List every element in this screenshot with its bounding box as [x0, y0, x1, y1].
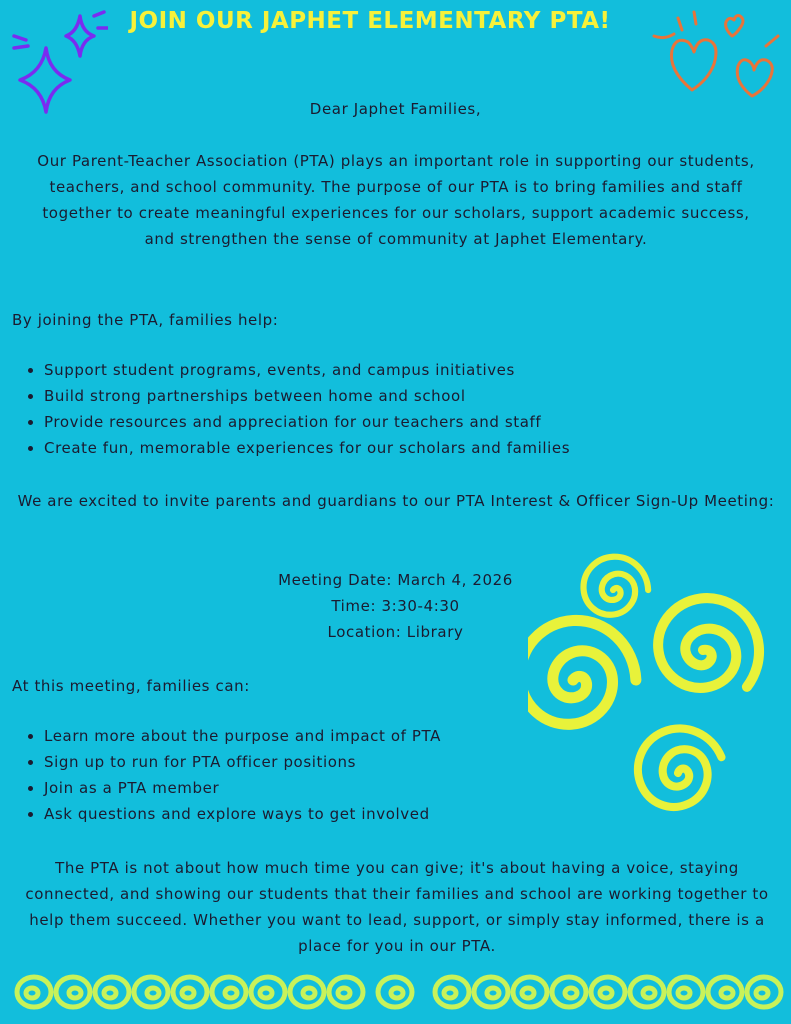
list-item: • Build strong partnerships between home and school: [44, 383, 791, 409]
border-circle: [134, 977, 168, 1007]
list-item: • Learn more about the purpose and impact of PTA: [44, 723, 604, 749]
border-circle-inner: [182, 988, 194, 998]
intro-paragraph: Our Parent-Teacher Association (PTA) plays an important role in supporting our students, teachers, and school community. The purpose of our PTA is to bring families and staff together to create meaningful experiences for our scholars, support academic success, and strengthen the sense of community at Japhet Elementary.: [37, 152, 755, 248]
border-circle: [251, 977, 285, 1007]
border-circle-inner: [600, 988, 612, 998]
greeting: Dear Japhet Families,: [309, 100, 482, 118]
border-circle: [513, 977, 547, 1007]
border-circle-inner: [26, 988, 38, 998]
list-item: • Provide resources and appreciation for our teachers and staff: [44, 409, 791, 435]
border-circle: [17, 977, 51, 1007]
border-circle: [747, 977, 781, 1007]
border-circle: [329, 977, 363, 1007]
border-circle: [173, 977, 207, 1007]
border-circle-inner: [391, 988, 403, 998]
help-heading: By joining the PTA, families help:: [12, 311, 279, 329]
border-circle-inner: [303, 988, 315, 998]
border-circle-inner: [756, 988, 768, 998]
list-item: • Sign up to run for PTA officer positions: [44, 749, 604, 775]
border-circle-inner: [338, 988, 350, 998]
list-item: • Join as a PTA member: [44, 775, 604, 801]
border-circle-inner: [260, 988, 272, 998]
border-circle-inner: [444, 988, 456, 998]
list-item: • Create fun, memorable experiences for our scholars and families: [44, 435, 791, 461]
meeting-time: Time: 3:30-4:30: [331, 597, 460, 615]
border-circle-inner: [643, 988, 655, 998]
border-circle: [378, 977, 412, 1007]
meeting-location: Location: Library: [327, 623, 464, 641]
border-circle: [591, 977, 625, 1007]
border-circle: [708, 977, 742, 1007]
border-circle-inner: [487, 988, 499, 998]
border-circle: [290, 977, 324, 1007]
border-circle: [95, 977, 129, 1007]
border-circle-inner: [522, 988, 534, 998]
border-circle-inner: [678, 988, 690, 998]
border-circle-inner: [721, 988, 733, 998]
closing-paragraph: The PTA is not about how much time you can give; it's about having a voice, staying connected, and showing our students that their families and school are working together to help them succeed. Whether you want to lead, support, or simply stay informed, there is a place for you in our PTA.: [25, 859, 769, 955]
border-circle: [552, 977, 586, 1007]
list-item: • Support student programs, events, and campus initiatives: [44, 357, 791, 383]
border-circle-inner: [104, 988, 116, 998]
border-circle: [435, 977, 469, 1007]
list-item: • Ask questions and explore ways to get involved: [44, 801, 604, 827]
border-circle: [56, 977, 90, 1007]
meeting-list: [0, 723, 604, 827]
border-circle-inner: [225, 988, 237, 998]
meeting-heading: At this meeting, families can:: [12, 677, 250, 695]
border-circle: [474, 977, 508, 1007]
invite-paragraph: We are excited to invite parents and guardians to our PTA Interest & Officer Sign-Up Meeting:: [17, 492, 775, 510]
border-circle-inner: [147, 988, 159, 998]
border-circle: [630, 977, 664, 1007]
help-list: [0, 357, 791, 461]
circle-border: [0, 965, 791, 1020]
border-circle-inner: [565, 988, 577, 998]
border-circle-inner: [69, 988, 81, 998]
border-circle: [212, 977, 246, 1007]
page-title: JOIN OUR JAPHET ELEMENTARY PTA!: [129, 8, 611, 34]
border-circle: [669, 977, 703, 1007]
meeting-date: Meeting Date: March 4, 2026: [278, 571, 513, 589]
